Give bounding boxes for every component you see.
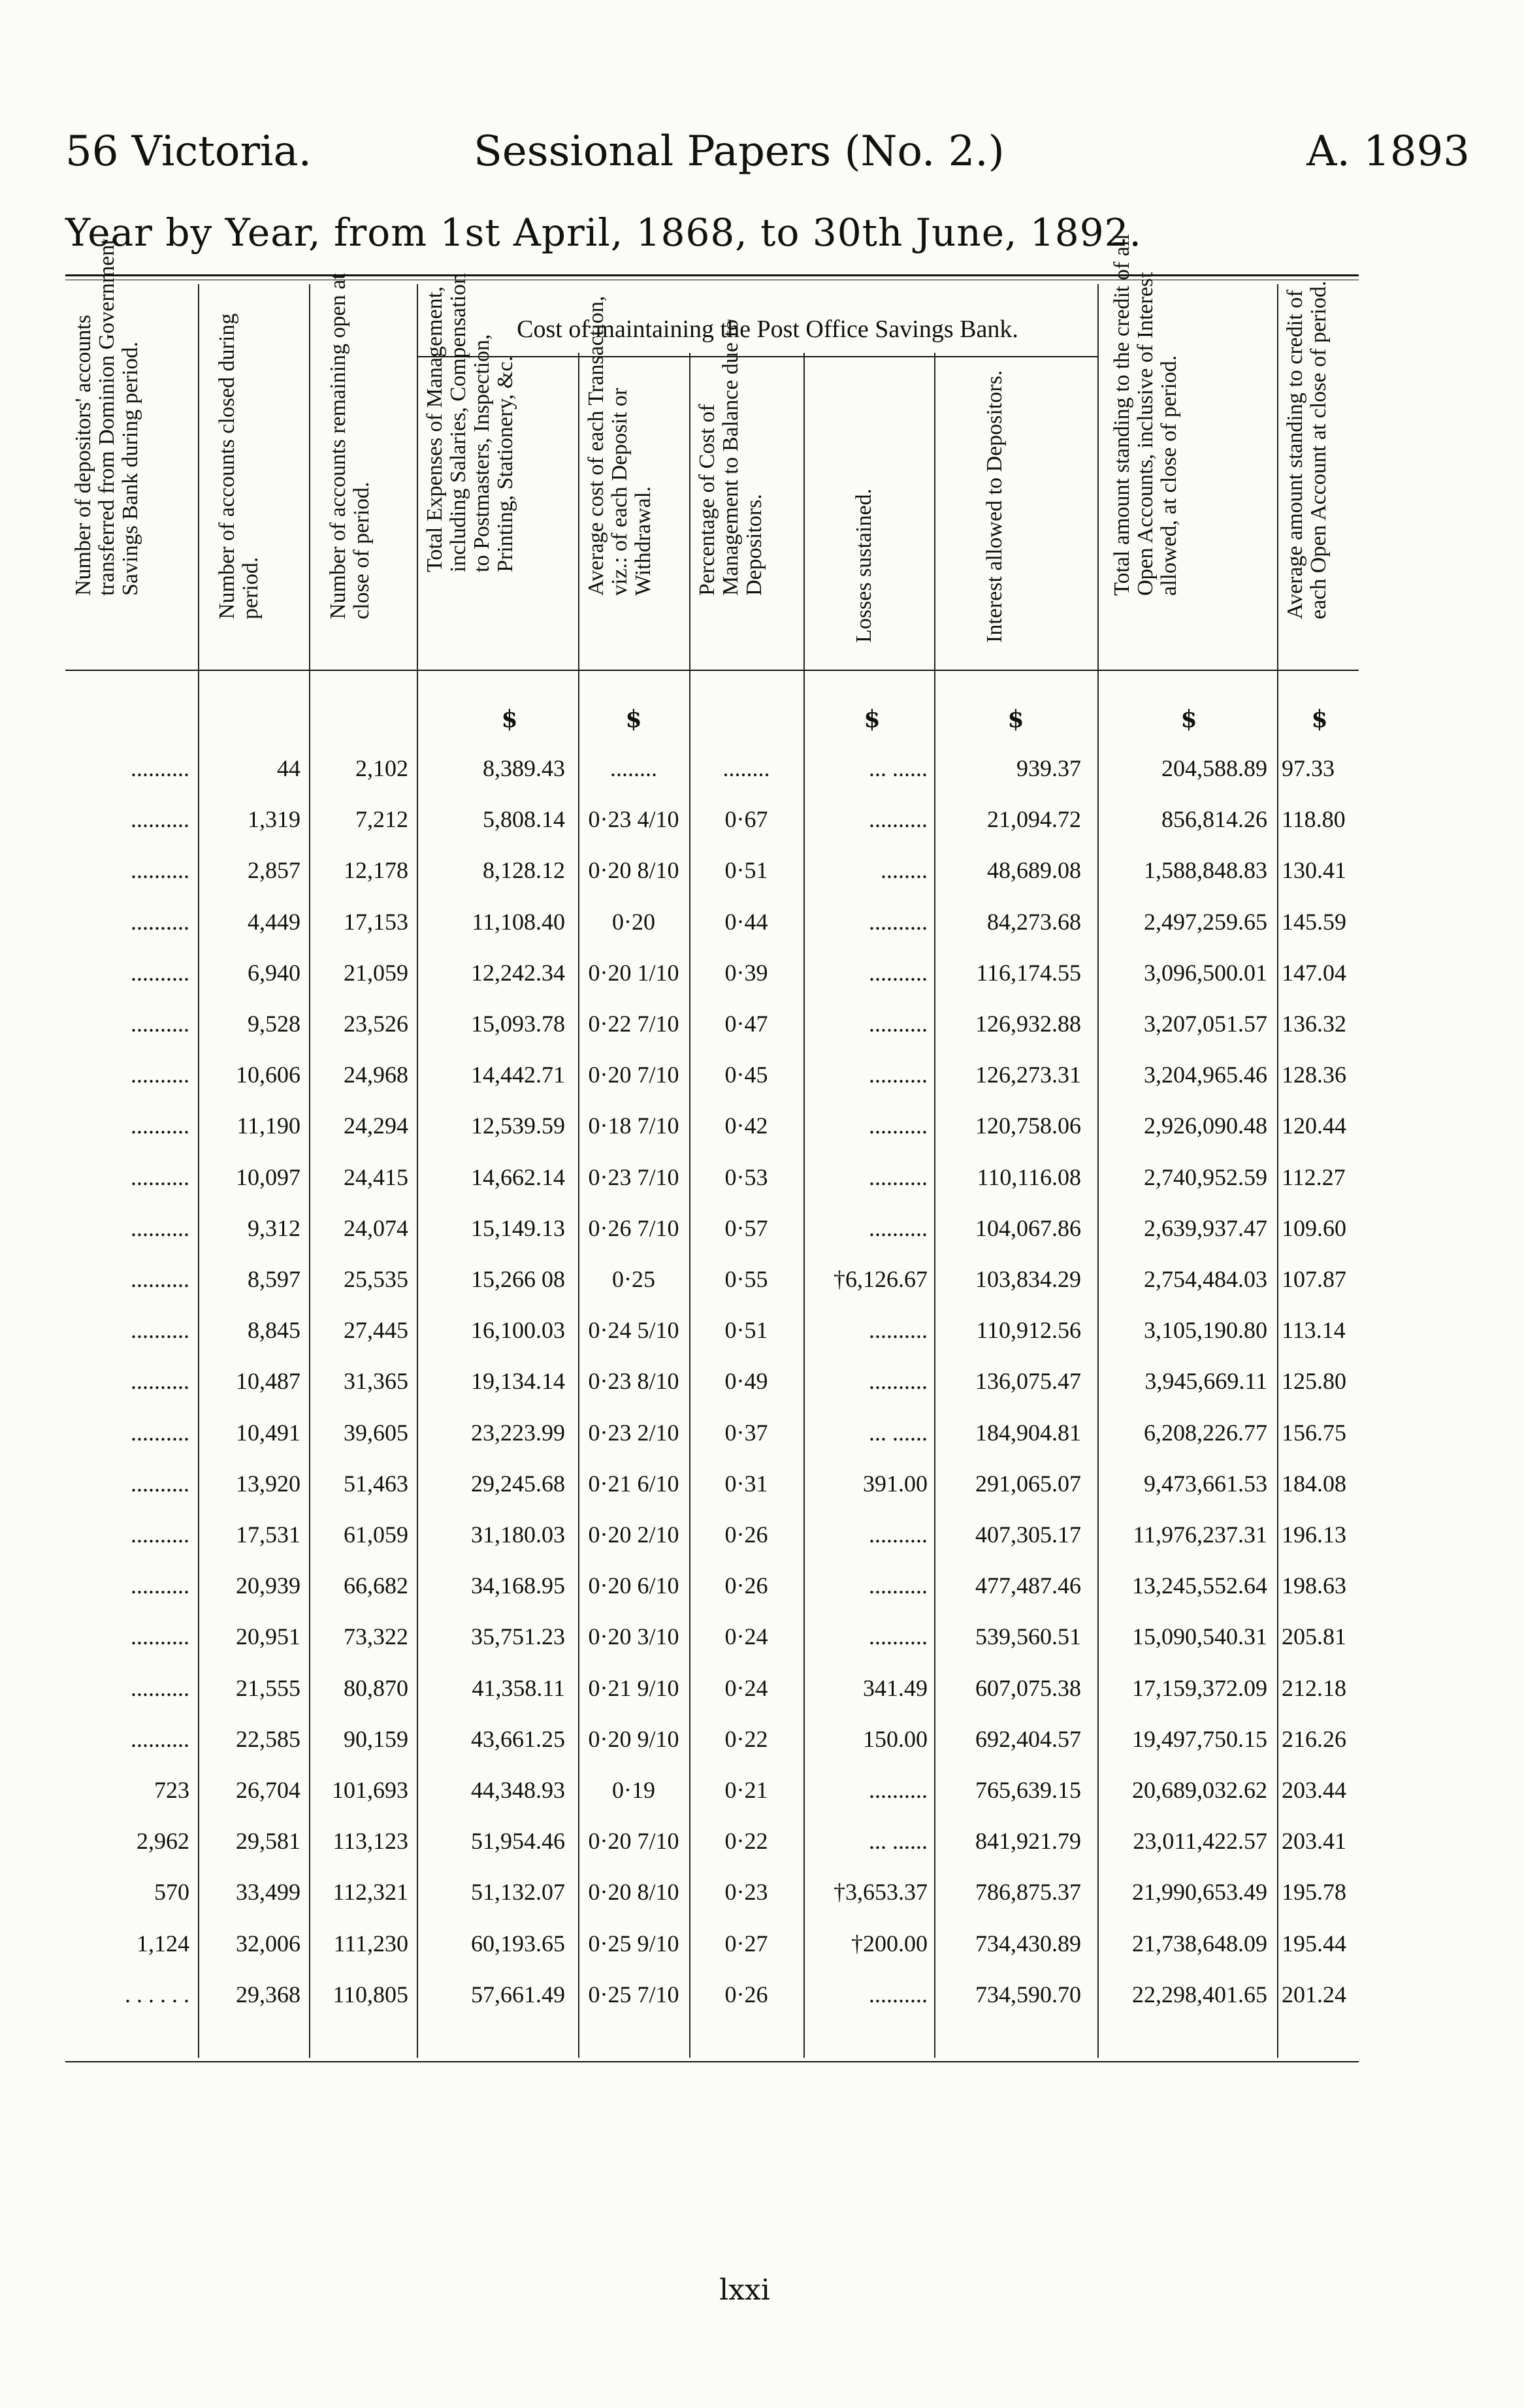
cell-closed: 9,312 [248,1214,300,1241]
cell-total: 3,096,500.01 [1144,959,1267,986]
cell-transferred: .......... [131,806,189,833]
cell-interest: 939.37 [1016,755,1081,781]
cell-transferred: .......... [131,1368,189,1395]
column-divider [689,353,690,2058]
cell-closed: 22,585 [236,1725,300,1752]
header-total-cell [1110,234,1267,666]
cell-avg-cost: 0·18 7/10 [588,1113,679,1139]
header-average-cell [1283,280,1355,666]
cell-transferred: .......... [131,755,189,781]
cell-total: 856,814.26 [1161,806,1267,833]
column-divider [309,284,310,2058]
cell-closed: 1,319 [248,806,300,833]
cell-average: 198.63 [1282,1572,1346,1599]
cell-total: 3,204,965.46 [1144,1062,1267,1088]
header-total: Total amount standing to the credit of all Open Accounts, inclusive of Interest allowed, at close of period. [1110,234,1181,596]
column-divider [1277,284,1278,2058]
cell-losses: 150.00 [863,1725,928,1752]
cell-average: 120.44 [1282,1113,1346,1139]
cell-total: 9,473,661.53 [1144,1470,1267,1497]
cell-avg-cost: 0·26 7/10 [588,1214,679,1241]
header-average: Average amount standing to credit of each Open Account at close of period. [1283,280,1331,619]
running-head [65,127,1470,193]
cell-transferred: .......... [131,1419,189,1446]
cell-average: 205.81 [1282,1623,1346,1650]
cell-expenses: 51,954.46 [471,1828,565,1855]
cell-total: 22,298,401.65 [1132,1981,1267,2008]
cell-total: 17,159,372.09 [1132,1674,1267,1701]
cell-remaining: 39,605 [344,1419,408,1446]
cell-average: 112.27 [1282,1163,1346,1190]
cell-closed: 29,368 [236,1981,300,2008]
cell-total: 6,208,226.77 [1144,1419,1267,1446]
column-divider [578,353,579,2058]
cell-average: 147.04 [1282,959,1346,986]
cell-transferred: .......... [131,1163,189,1190]
unit-losses: $ [864,706,881,733]
header-remaining: Number of accounts remaining open at close of period. [326,273,374,619]
cell-expenses: 14,662.14 [471,1163,565,1190]
cell-closed: 8,597 [248,1266,300,1292]
header-interest: Interest allowed to Depositors. [982,370,1007,643]
column-divider [198,284,199,2058]
cell-percentage: 0·55 [724,1266,768,1292]
cell-closed: 6,940 [248,959,300,986]
cell-losses: .......... [869,1777,928,1803]
running-head-right: A. 1893 [1306,127,1470,176]
cell-average: 128.36 [1282,1062,1346,1088]
cell-percentage: 0·57 [724,1214,768,1241]
cell-interest: 103,834.29 [975,1266,1081,1292]
cell-interest: 104,067.86 [975,1214,1081,1241]
cell-losses: .......... [869,1368,928,1395]
cell-remaining: 24,074 [344,1214,408,1241]
cell-losses: †3,653.37 [834,1879,928,1906]
cell-expenses: 19,134.14 [471,1368,565,1395]
cell-percentage: 0·26 [724,1521,768,1548]
cell-losses: .......... [869,1521,928,1548]
cell-transferred: .......... [131,1674,189,1701]
cell-expenses: 57,661.49 [471,1981,565,2008]
cell-interest: 291,065.07 [975,1470,1081,1497]
column-divider [803,353,805,2058]
cell-total: 23,011,422.57 [1133,1828,1267,1855]
header-closed: Number of accounts closed during period. [215,313,263,619]
cell-losses: .......... [869,1317,928,1344]
cell-closed: 21,555 [236,1674,300,1701]
cell-interest: 184,904.81 [975,1419,1081,1446]
cell-expenses: 43,661.25 [471,1725,565,1752]
cell-expenses: 41,358.11 [472,1674,565,1701]
unit-interest: $ [1007,706,1024,733]
column-divider [934,353,935,2058]
cell-expenses: 31,180.03 [471,1521,565,1548]
cell-average: 145.59 [1282,908,1346,935]
cell-expenses: 15,266 08 [471,1266,565,1292]
cell-remaining: 90,159 [344,1725,408,1752]
cell-closed: 17,531 [236,1521,300,1548]
cell-remaining: 24,415 [344,1163,408,1190]
cell-interest: 734,590.70 [975,1981,1081,2008]
cell-interest: 126,932.88 [975,1011,1081,1037]
cell-closed: 2,857 [248,857,300,884]
cell-remaining: 61,059 [344,1521,408,1548]
cell-total: 204,588.89 [1161,755,1267,781]
cell-average: 201.24 [1282,1981,1346,2008]
cell-avg-cost: 0·25 7/10 [588,1981,679,2008]
cell-avg-cost: 0·20 7/10 [588,1828,679,1855]
cell-closed: 33,499 [236,1879,300,1906]
cell-percentage: 0·22 [724,1828,768,1855]
cell-losses: .......... [869,1214,928,1241]
cell-expenses: 11,108.40 [472,908,565,935]
cell-losses: ........ [881,857,928,884]
cell-avg-cost: 0·23 7/10 [588,1163,679,1190]
unit-total: $ [1180,706,1197,733]
cell-expenses: 60,193.65 [471,1930,565,1957]
header-rule [65,670,1359,671]
cell-losses: .......... [869,1572,928,1599]
cell-interest: 48,689.08 [987,857,1081,884]
cell-expenses: 8,128.12 [483,857,565,884]
cell-losses: 391.00 [863,1470,928,1497]
cell-average: 136.32 [1282,1011,1346,1037]
cell-interest: 607,075.38 [975,1674,1081,1701]
cell-avg-cost: 0·23 4/10 [588,806,679,833]
cell-losses: ... ...... [869,755,928,781]
cell-closed: 9,528 [248,1011,300,1037]
cell-losses: .......... [869,959,928,986]
cell-expenses: 8,389.43 [483,755,565,781]
page-folio: lxxi [719,2273,770,2307]
cell-total: 2,740,952.59 [1144,1163,1267,1190]
cell-interest: 126,273.31 [975,1062,1081,1088]
cell-interest: 120,758.06 [975,1113,1081,1139]
cell-transferred: .......... [131,1317,189,1344]
cell-average: 216.26 [1282,1725,1346,1752]
cell-percentage: 0·45 [724,1062,768,1088]
cell-percentage: 0·26 [724,1981,768,2008]
cell-average: 107.87 [1282,1266,1346,1292]
cell-expenses: 35,751.23 [471,1623,565,1650]
cell-closed: 10,097 [236,1163,300,1190]
cell-avg-cost: 0·21 9/10 [588,1674,679,1701]
cell-expenses: 14,442.71 [471,1062,565,1088]
cell-avg-cost: 0·19 [612,1777,655,1803]
cell-total: 2,497,259.65 [1144,908,1267,935]
cell-remaining: 27,445 [344,1317,408,1344]
cell-percentage: 0·31 [724,1470,768,1497]
cell-percentage: 0·51 [724,1317,768,1344]
header-losses: Losses sustained. [852,488,876,643]
cell-transferred: .......... [131,1113,189,1139]
cell-avg-cost: 0·20 8/10 [588,1879,679,1906]
cell-percentage: 0·23 [724,1879,768,1906]
cell-interest: 539,560.51 [975,1623,1081,1650]
cell-total: 2,754,484.03 [1144,1266,1267,1292]
cell-expenses: 44,348.93 [471,1777,565,1803]
cell-losses: .......... [869,908,928,935]
cell-interest: 21,094.72 [987,806,1081,833]
cell-closed: 8,845 [248,1317,300,1344]
cell-losses: †6,126.67 [834,1266,928,1292]
cost-group-header: Cost of maintaining the Post Office Savings Bank. [517,316,1018,343]
cell-avg-cost: 0·20 3/10 [588,1623,679,1650]
cell-total: 1,588,848.83 [1144,857,1267,884]
cell-avg-cost: 0·20 6/10 [588,1572,679,1599]
cell-transferred: . . . . . . [125,1981,189,2008]
cell-expenses: 16,100.03 [471,1317,565,1344]
unit-avg-cost: $ [625,706,642,733]
cell-remaining: 80,870 [344,1674,408,1701]
cell-transferred: .......... [131,1214,189,1241]
bottom-rule [65,2061,1359,2062]
cell-avg-cost: 0·24 5/10 [588,1317,679,1344]
cell-average: 118.80 [1282,806,1346,833]
cell-percentage: 0·22 [724,1725,768,1752]
cell-average: 113.14 [1282,1317,1346,1344]
cell-closed: 10,487 [236,1368,300,1395]
cell-closed: 32,006 [236,1930,300,1957]
cell-percentage: 0·49 [724,1368,768,1395]
header-percentage: Percentage of Cost of Management to Balance due to Depositors. [695,319,766,596]
cell-remaining: 51,463 [344,1470,408,1497]
cell-closed: 10,606 [236,1062,300,1088]
cell-average: 97.33 [1282,755,1335,781]
cell-percentage: 0·42 [724,1113,768,1139]
cell-percentage: 0·39 [724,959,768,986]
cell-closed: 20,939 [236,1572,300,1599]
cell-transferred: .......... [131,1266,189,1292]
header-closed-cell [216,284,307,666]
cell-closed: 44 [277,755,300,781]
cell-remaining: 24,968 [344,1062,408,1088]
cell-transferred: 1,124 [137,1930,189,1957]
cell-losses: .......... [869,1981,928,2008]
header-transferred: Number of depositors' accounts transferred from Dominion Government Savings Bank during period. [71,238,142,596]
cell-losses: ... ...... [869,1828,928,1855]
cell-losses: .......... [869,1011,928,1037]
header-percentage-cell [695,319,800,666]
cell-average: 125.80 [1282,1368,1346,1395]
cell-average: 109.60 [1282,1214,1346,1241]
cell-closed: 26,704 [236,1777,300,1803]
cell-remaining: 2,102 [355,755,408,781]
header-expenses: Total Expenses of Management, including Salaries, Compensation to Postmasters, Inspection, Printing, Stationery, &c. [423,273,517,572]
cell-avg-cost: 0·20 8/10 [588,857,679,884]
cell-total: 3,945,669.11 [1144,1368,1267,1395]
cell-avg-cost: 0·21 6/10 [588,1470,679,1497]
cell-total: 11,976,237.31 [1133,1521,1267,1548]
cell-percentage: 0·24 [724,1674,768,1701]
header-expenses-cell [423,273,574,666]
cell-avg-cost: 0·22 7/10 [588,1011,679,1037]
cell-average: 212.18 [1282,1674,1346,1701]
cell-remaining: 66,682 [344,1572,408,1599]
cell-closed: 10,491 [236,1419,300,1446]
cell-losses: .......... [869,1113,928,1139]
cell-percentage: 0·67 [724,806,768,833]
unit-expenses: $ [501,706,518,733]
cell-interest: 841,921.79 [975,1828,1081,1855]
cell-losses: ... ...... [869,1419,928,1446]
cell-average: 196.13 [1282,1521,1346,1548]
cell-closed: 20,951 [236,1623,300,1650]
cell-percentage: 0·27 [724,1930,768,1957]
cell-closed: 11,190 [236,1113,300,1139]
cell-expenses: 15,149.13 [471,1214,565,1241]
cell-expenses: 29,245.68 [471,1470,565,1497]
cell-remaining: 7,212 [355,806,408,833]
cell-remaining: 17,153 [344,908,408,935]
cell-interest: 692,404.57 [975,1725,1081,1752]
cell-avg-cost: 0·20 [612,908,655,935]
running-head-center: Sessional Papers (No. 2.) [474,127,1005,176]
cell-average: 156.75 [1282,1419,1346,1446]
column-divider [417,284,418,2058]
cell-remaining: 21,059 [344,959,408,986]
cell-percentage: 0·53 [724,1163,768,1190]
cell-percentage: 0·24 [724,1623,768,1650]
cell-avg-cost: ........ [610,755,657,781]
cell-percentage: 0·47 [724,1011,768,1037]
cell-transferred: .......... [131,959,189,986]
cell-average: 195.44 [1282,1930,1346,1957]
cell-avg-cost: 0·20 1/10 [588,959,679,986]
running-head-left: 56 Victoria. [65,127,312,176]
cell-expenses: 12,242.34 [471,959,565,986]
cell-total: 2,926,090.48 [1144,1113,1267,1139]
cell-avg-cost: 0·25 9/10 [588,1930,679,1957]
cell-percentage: ........ [722,755,770,781]
cell-remaining: 31,365 [344,1368,408,1395]
header-avg-cost: Average cost of each Transaction, viz.: of each Deposit or Withdrawal. [584,295,655,596]
cell-transferred: .......... [131,1062,189,1088]
cell-interest: 110,912.56 [976,1317,1081,1344]
cell-avg-cost: 0·23 2/10 [588,1419,679,1446]
cell-total: 3,207,051.57 [1144,1011,1267,1037]
cell-interest: 734,430.89 [975,1930,1081,1957]
cell-transferred: .......... [131,1521,189,1548]
cell-expenses: 12,539.59 [471,1113,565,1139]
unit-average: $ [1311,706,1328,733]
table-subtitle: Year by Year, from 1st April, 1868, to 30th June, 1892. [65,210,1142,255]
cell-avg-cost: 0·25 [612,1266,655,1292]
cell-percentage: 0·37 [724,1419,768,1446]
cell-percentage: 0·21 [724,1777,768,1803]
cell-remaining: 113,123 [332,1828,408,1855]
cell-interest: 786,875.37 [975,1879,1081,1906]
cell-interest: 110,116.08 [977,1163,1081,1190]
cell-expenses: 51,132.07 [471,1879,565,1906]
cell-interest: 136,075.47 [975,1368,1081,1395]
cell-remaining: 12,178 [344,857,408,884]
cell-closed: 29,581 [236,1828,300,1855]
cell-percentage: 0·26 [724,1572,768,1599]
cell-average: 203.41 [1282,1828,1346,1855]
cell-remaining: 111,230 [333,1930,408,1957]
cell-percentage: 0·44 [724,908,768,935]
cell-closed: 13,920 [236,1470,300,1497]
cell-total: 21,990,653.49 [1132,1879,1267,1906]
cell-expenses: 23,223.99 [471,1419,565,1446]
cell-interest: 765,639.15 [975,1777,1081,1803]
cell-remaining: 101,693 [332,1777,408,1803]
cell-avg-cost: 0·20 2/10 [588,1521,679,1548]
cell-transferred: 2,962 [137,1828,189,1855]
cell-transferred: .......... [131,1623,189,1650]
cell-percentage: 0·51 [724,857,768,884]
cell-interest: 477,487.46 [975,1572,1081,1599]
cell-interest: 84,273.68 [987,908,1081,935]
cell-transferred: 723 [154,1777,189,1803]
column-divider [1097,284,1099,2058]
cell-closed: 4,449 [248,908,300,935]
cell-avg-cost: 0·23 8/10 [588,1368,679,1395]
cell-transferred: .......... [131,1470,189,1497]
header-avg-cost-cell [584,295,686,666]
cell-expenses: 5,808.14 [483,806,565,833]
cell-remaining: 112,321 [332,1879,408,1906]
cell-average: 195.78 [1282,1879,1346,1906]
cell-transferred: .......... [131,857,189,884]
cell-transferred: .......... [131,1572,189,1599]
cell-transferred: .......... [131,1725,189,1752]
cell-losses: .......... [869,1062,928,1088]
cell-losses: .......... [869,806,928,833]
cell-losses: .......... [869,1163,928,1190]
cell-remaining: 73,322 [344,1623,408,1650]
cell-total: 21,738,648.09 [1132,1930,1267,1957]
header-interest-cell [983,363,1048,666]
cell-interest: 116,174.55 [976,959,1081,986]
header-losses-cell [852,363,892,666]
cell-transferred: .......... [131,908,189,935]
cell-losses: †200.00 [851,1930,928,1957]
cell-average: 203.44 [1282,1777,1346,1803]
cell-interest: 407,305.17 [975,1521,1081,1548]
cell-total: 19,497,750.15 [1132,1725,1267,1752]
cell-total: 15,090,540.31 [1132,1623,1267,1650]
cell-losses: 341.49 [863,1674,928,1701]
cell-remaining: 25,535 [344,1266,408,1292]
cell-total: 3,105,190.80 [1144,1317,1267,1344]
header-remaining-cell [326,273,412,666]
cell-total: 20,689,032.62 [1132,1777,1267,1803]
header-transferred-cell [71,238,196,666]
cell-losses: .......... [869,1623,928,1650]
cell-expenses: 15,093.78 [471,1011,565,1037]
cell-transferred: .......... [131,1011,189,1037]
cell-avg-cost: 0·20 7/10 [588,1062,679,1088]
cell-average: 130.41 [1282,857,1346,884]
cell-transferred: 570 [154,1879,189,1906]
cell-total: 2,639,937.47 [1144,1214,1267,1241]
cell-remaining: 110,805 [332,1981,408,2008]
cell-average: 184.08 [1282,1470,1346,1497]
cell-remaining: 23,526 [344,1011,408,1037]
cell-remaining: 24,294 [344,1113,408,1139]
cell-total: 13,245,552.64 [1132,1572,1267,1599]
cell-expenses: 34,168.95 [471,1572,565,1599]
cell-avg-cost: 0·20 9/10 [588,1725,679,1752]
